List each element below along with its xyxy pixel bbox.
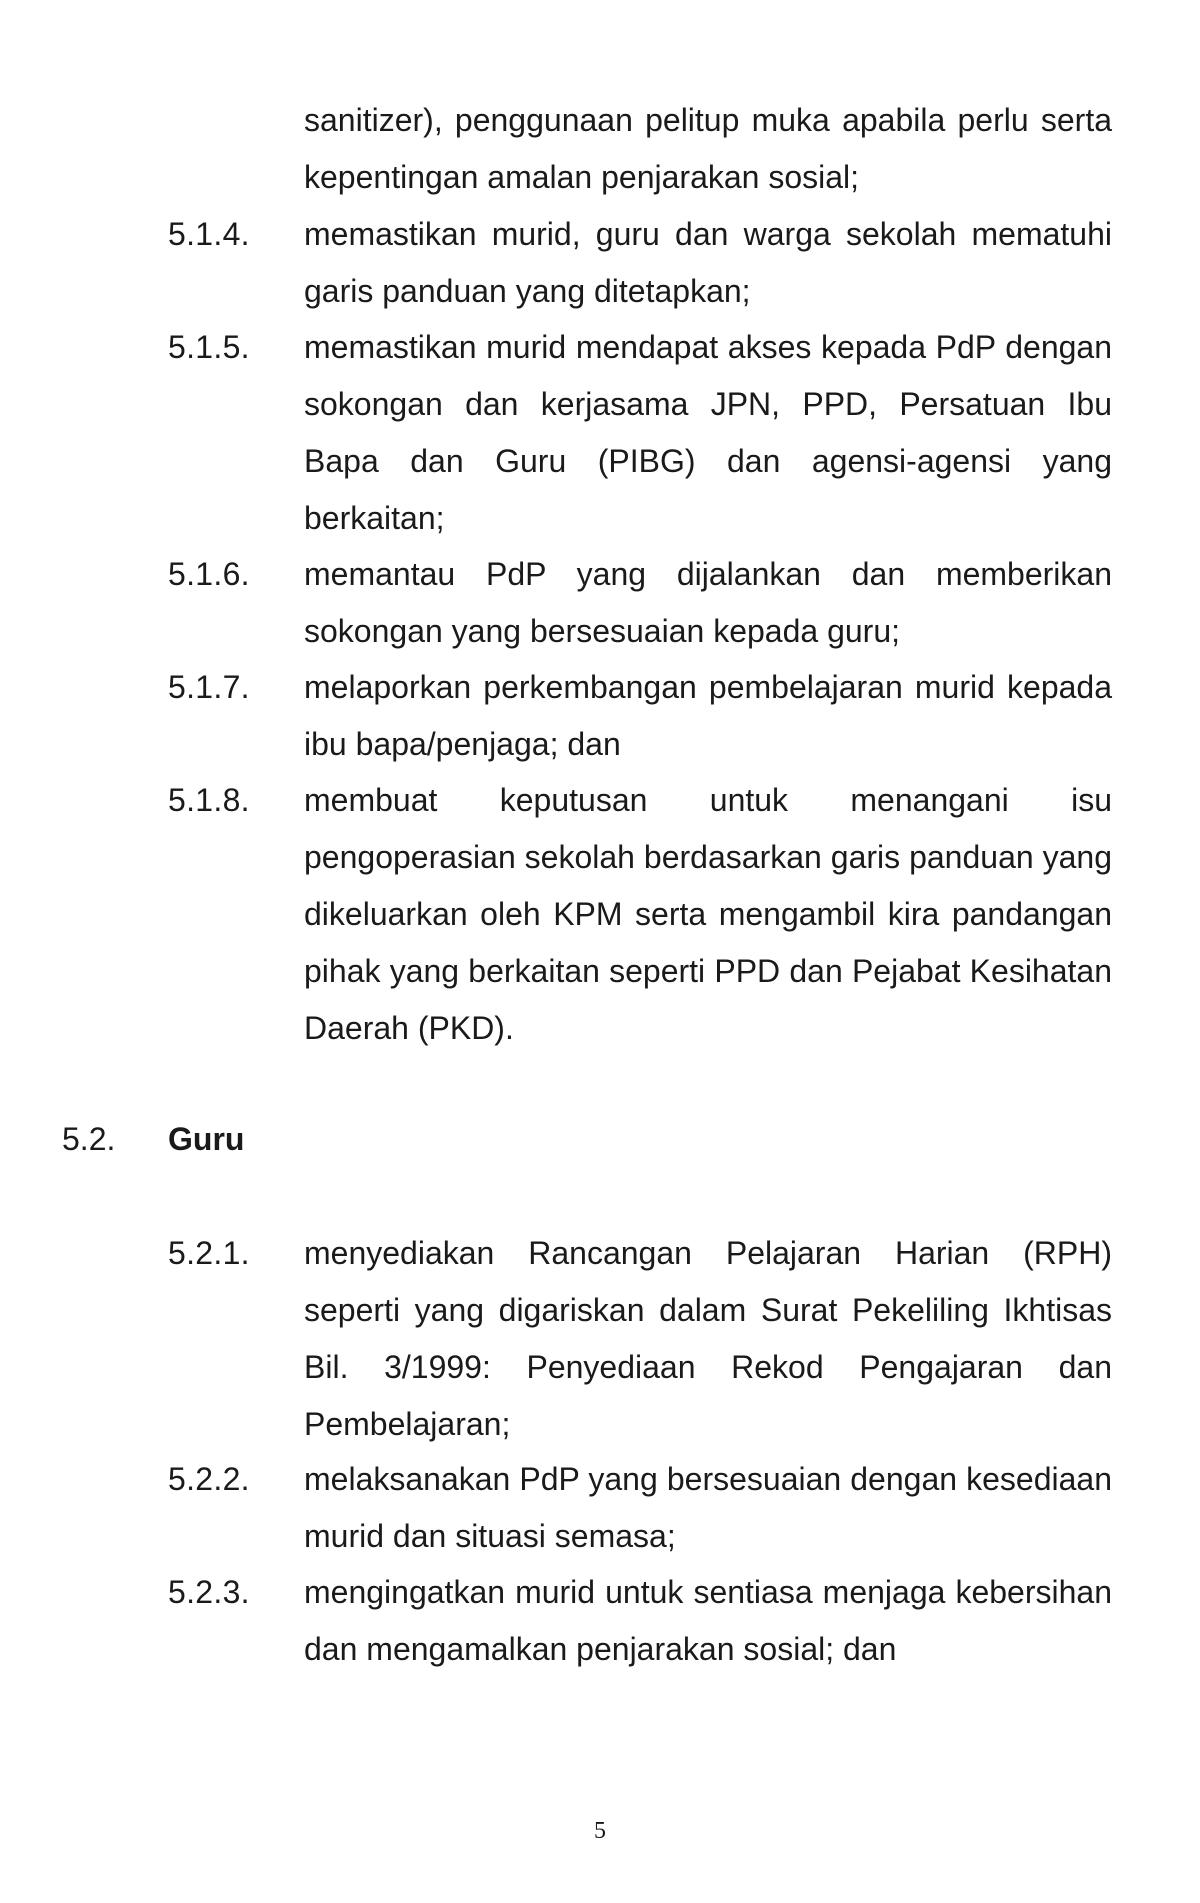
list-item-number: 5.1.4. [168, 216, 250, 252]
list-item-number: 5.2.3. [168, 1574, 250, 1610]
list-item-number: 5.1.7. [168, 669, 250, 705]
list-item-text: sanitizer), penggunaan pelitup muka apabila perlu serta kepentingan amalan penjarakan sosial; [304, 102, 1112, 195]
list-item-text: membuat keputusan untuk menangani isu pengoperasian sekolah berdasarkan garis panduan yang dikeluarkan oleh KPM serta mengambil kira pandangan pihak yang berkaitan seperti PPD dan Pejabat Kesihatan Daerah (PKD). [304, 782, 1112, 1046]
list-item-text: melaksanakan PdP yang bersesuaian dengan kesediaan murid dan situasi semasa; [304, 1461, 1112, 1554]
list-item-number: 5.1.8. [168, 782, 250, 818]
list-item-text: memantau PdP yang dijalankan dan memberikan sokongan yang bersesuaian kepada guru; [304, 556, 1112, 649]
section-number: 5.2. [62, 1121, 116, 1157]
list-item-number: 5.1.5. [168, 329, 250, 365]
list-item-text: menyediakan Rancangan Pelajaran Harian (RPH) seperti yang digariskan dalam Surat Pekeliling Ikhtisas Bil. 3/1999: Penyediaan Rekod Pengajaran dan Pembelajaran; [304, 1235, 1112, 1442]
list-item-number: 5.2.1. [168, 1235, 250, 1271]
section-title: Guru [168, 1121, 245, 1157]
list-item-number: 5.1.6. [168, 556, 250, 592]
list-item-text: memastikan murid mendapat akses kepada PdP dengan sokongan dan kerjasama JPN, PPD, Persatuan Ibu Bapa dan Guru (PIBG) dan agensi-agensi yang berkaitan; [304, 329, 1112, 536]
list-item-text: melaporkan perkembangan pembelajaran murid kepada ibu bapa/penjaga; dan [304, 669, 1112, 762]
list-item-number: 5.2.2. [168, 1461, 250, 1497]
list-item-text: mengingatkan murid untuk sentiasa menjaga kebersihan dan mengamalkan penjarakan sosial; dan [304, 1574, 1112, 1667]
list-item-text: memastikan murid, guru dan warga sekolah mematuhi garis panduan yang ditetapkan; [304, 216, 1112, 309]
page-number: 5 [594, 1818, 606, 1844]
